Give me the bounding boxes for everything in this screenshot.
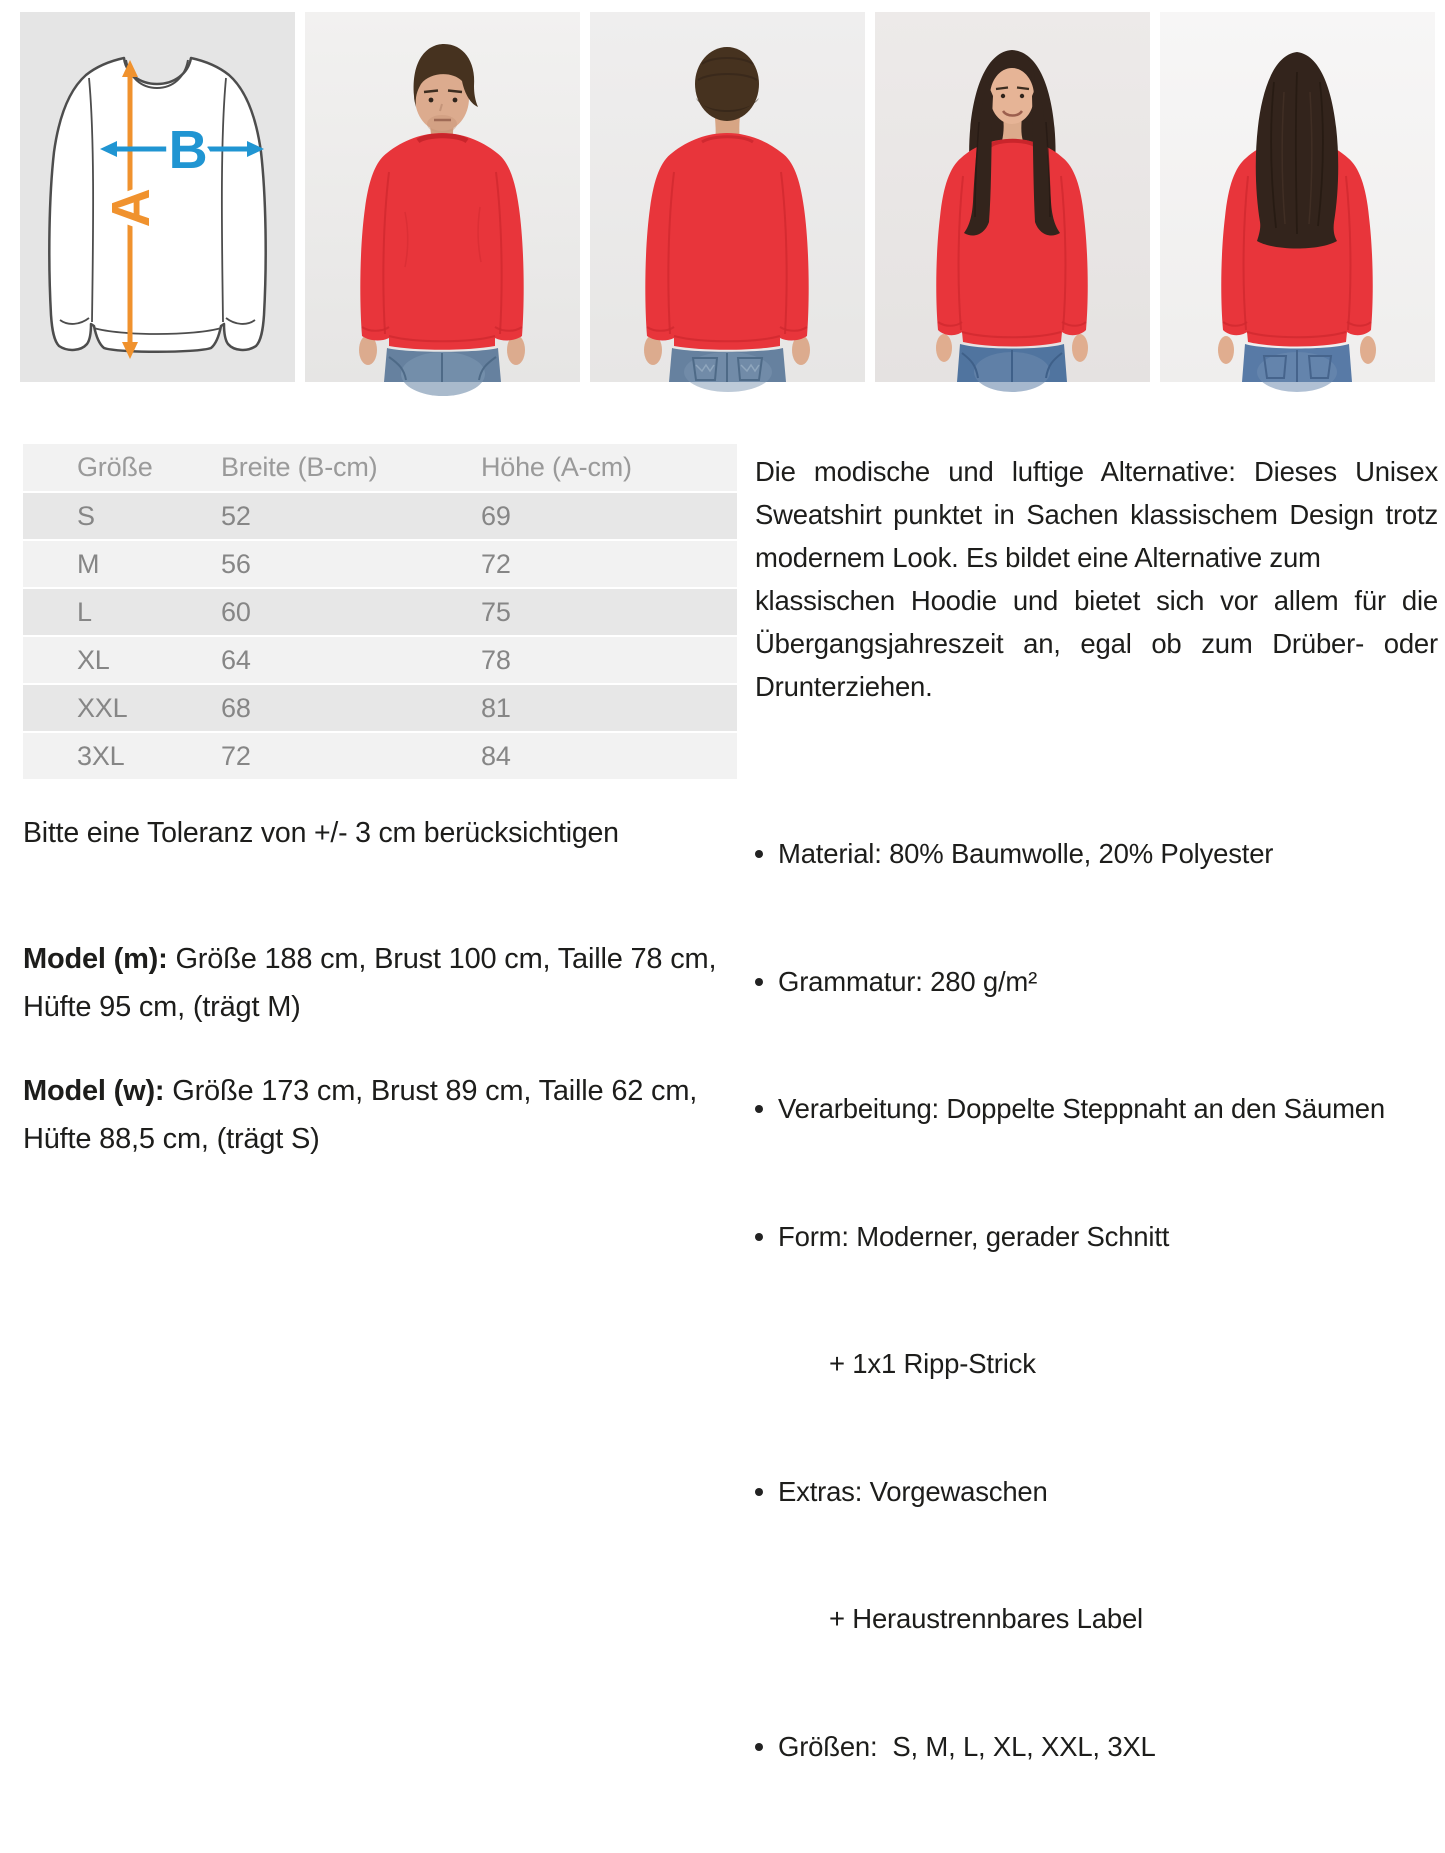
model-m-note: [23, 935, 723, 1031]
feature-extras: Extras: Vorgewaschen: [752, 1471, 1444, 1514]
cell-width: 72: [221, 740, 251, 771]
description-line: Die modische und luftige Alternative: Dieses Unisex: [755, 456, 1438, 487]
cell-height: 84: [481, 740, 511, 771]
cell-height: 75: [481, 596, 511, 627]
model-m-text: Größe 188 cm, Brust 100 cm, Taille 78 cm, Hüfte 95 cm, (trägt M): [23, 943, 717, 1023]
cell-width: 56: [221, 548, 251, 579]
model-m-label: Model (m):: [23, 943, 168, 975]
size-table-row: [23, 685, 737, 731]
label-b: B: [168, 120, 208, 180]
cell-size: 3XL: [77, 740, 125, 771]
bullet-icon: [755, 1488, 763, 1496]
col-header-size: Größe: [77, 452, 153, 482]
description-line: Übergangsjahreszeit an, egal ob zum Drüber- oder: [755, 628, 1438, 659]
feature-form: Form: Moderner, gerader Schnitt: [752, 1216, 1444, 1259]
cell-width: 60: [221, 596, 251, 627]
feature-grammatur: Grammatur: 280 g/m²: [752, 961, 1444, 1004]
bullet-icon: [755, 1105, 763, 1113]
bullet-icon: [755, 1743, 763, 1751]
cell-size: L: [77, 596, 92, 627]
cell-width: 64: [221, 644, 251, 675]
feature-verarbeitung: Verarbeitung: Doppelte Steppnaht an den Säumen: [752, 1088, 1444, 1131]
description-paragraph: [755, 450, 1438, 708]
size-table-header: [23, 444, 737, 491]
size-table-row: [23, 733, 737, 779]
size-table-row: [23, 541, 737, 587]
cell-size: M: [77, 548, 100, 579]
cell-size: XXL: [77, 692, 128, 723]
size-table: [23, 444, 737, 781]
size-table-row: [23, 589, 737, 635]
size-table-row: [23, 637, 737, 683]
photo-woman-back: [1160, 12, 1435, 382]
feature-material: Material: 80% Baumwolle, 20% Polyester: [752, 833, 1444, 876]
cell-height: 69: [481, 500, 511, 531]
model-w-note: [23, 1067, 723, 1163]
cell-size: S: [77, 500, 95, 531]
bullet-icon: [755, 978, 763, 986]
cell-width: 68: [221, 692, 251, 723]
photo-man-back: [590, 12, 865, 382]
photo-man-front: [305, 12, 580, 382]
sweatshirt-outline-graphic: [20, 12, 295, 382]
features-list: [752, 748, 1444, 1853]
cell-width: 52: [221, 500, 251, 531]
description-line: klassischen Hoodie und bietet sich vor allem für die: [755, 585, 1438, 616]
man-back-graphic: [590, 12, 865, 382]
product-image-strip: [20, 12, 1435, 382]
photo-woman-front: [875, 12, 1150, 382]
col-header-width: Breite (B-cm): [221, 452, 378, 482]
label-a: A: [101, 188, 161, 228]
size-diagram-tile: [20, 12, 295, 382]
woman-back-graphic: [1160, 12, 1435, 382]
man-front-graphic: [305, 12, 580, 382]
description-line: modernem Look. Es bildet eine Alternative zum: [755, 542, 1321, 573]
bullet-icon: [755, 850, 763, 858]
woman-front-graphic: [875, 12, 1150, 382]
description-line: Drunterziehen.: [755, 671, 933, 702]
col-header-height: Höhe (A-cm): [481, 452, 632, 482]
tolerance-note: Bitte eine Toleranz von +/- 3 cm berücksichtigen: [23, 817, 619, 849]
cell-size: XL: [77, 644, 110, 675]
bullet-icon: [755, 1233, 763, 1241]
size-table-row: [23, 493, 737, 539]
model-w-label: Model (w):: [23, 1075, 165, 1107]
cell-height: 72: [481, 548, 511, 579]
cell-height: 81: [481, 692, 511, 723]
model-w-text: Größe 173 cm, Brust 89 cm, Taille 62 cm, Hüfte 88,5 cm, (trägt S): [23, 1075, 698, 1155]
cell-height: 78: [481, 644, 511, 675]
feature-groessen: Größen: S, M, L, XL, XXL, 3XL: [752, 1726, 1444, 1769]
description-line: Sweatshirt punktet in Sachen klassischem Design trotz: [755, 499, 1438, 530]
feature-extras-continuation: + Heraustrennbares Label: [829, 1603, 1143, 1634]
feature-form-continuation: + 1x1 Ripp-Strick: [829, 1348, 1036, 1379]
